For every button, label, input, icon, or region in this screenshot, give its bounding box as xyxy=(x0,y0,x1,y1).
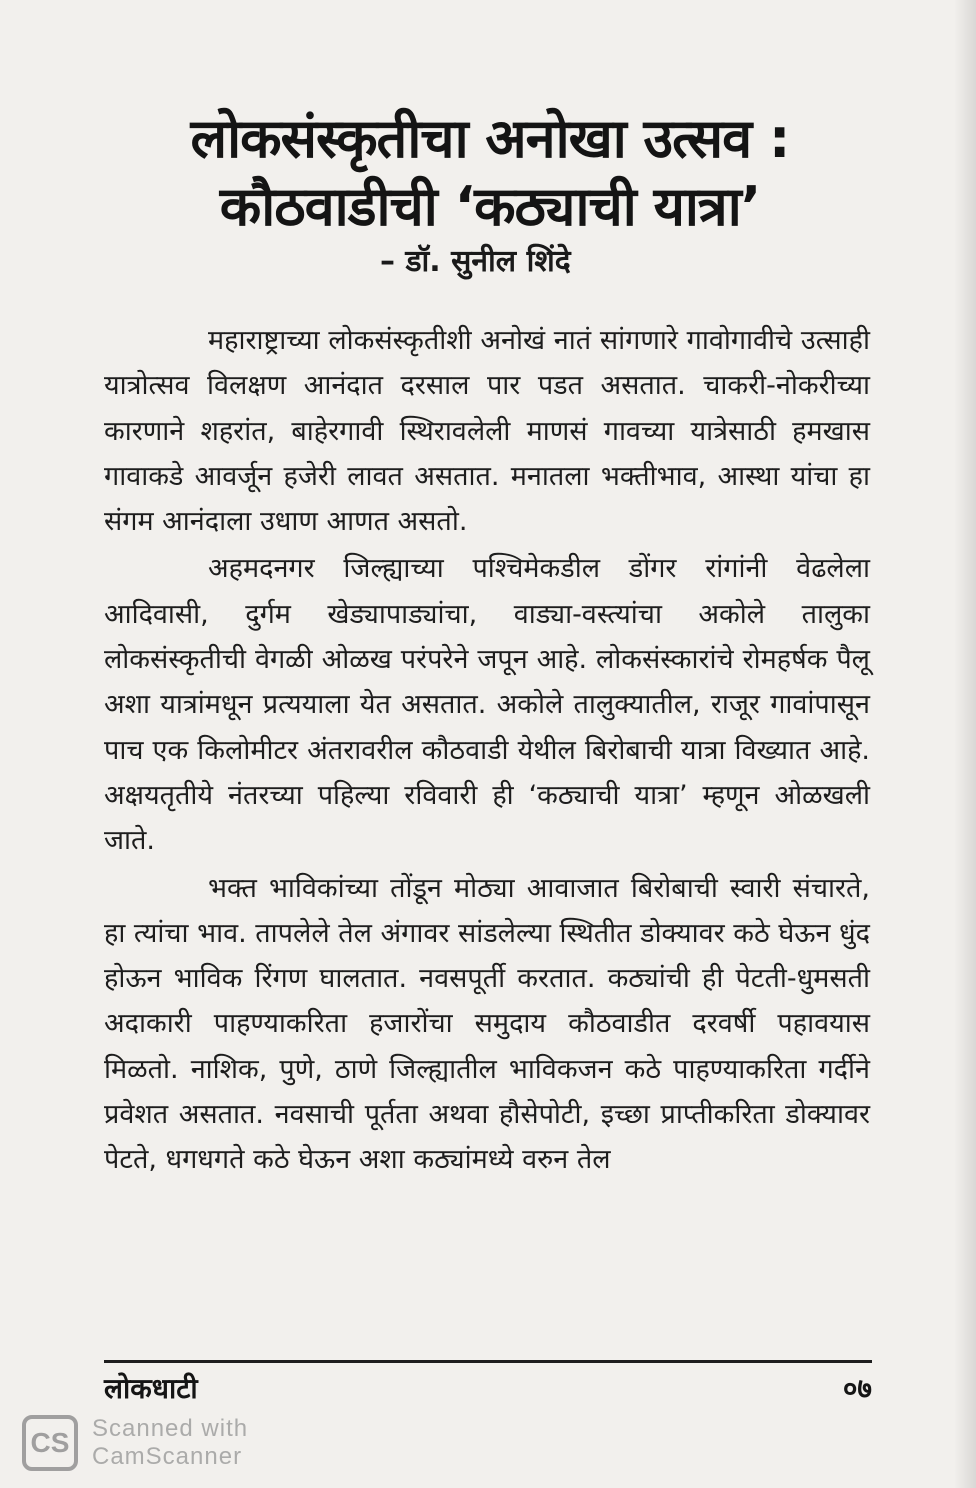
article-body xyxy=(104,318,870,1185)
article-author: – डॉ. सुनील शिंदे xyxy=(380,244,571,279)
footer-divider xyxy=(104,1360,872,1363)
article-title-line-2: कौठवाडीची ‘कठ्याची यात्रा’ xyxy=(219,175,761,238)
page-number: ०७ xyxy=(842,1372,872,1405)
watermark-line-2: CamScanner xyxy=(92,1443,243,1470)
article-title-line-1: लोकसंस्कृतीचा अनोखा उत्सव : xyxy=(190,107,790,170)
magazine-name: लोकधाटी xyxy=(104,1372,198,1405)
watermark-line-1: Scanned with xyxy=(92,1415,249,1442)
paragraph-1: महाराष्ट्राच्या लोकसंस्कृतीशी अनोखं नातं सांगणारे गावोगावीचे उत्साही यात्रोत्सव विलक्षण आनंदात दरसाल पार पडत असतात. चाकरी-नोकरीच्या कारणाने शहरांत, बाहेरगावी स्थिरावलेली माणसं गावच्या यात्रेसाठी हमखास गावाकडे आवर्जून हजेरी लावत असतात. मनातला भक्तीभाव, आस्था यांचा हा संगम आनंदाला उधाण आणत असतो. xyxy=(104,325,870,538)
camscanner-watermark xyxy=(22,1412,248,1474)
page-edge-shadow xyxy=(954,0,976,1488)
paragraph-2: अहमदनगर जिल्ह्याच्या पश्चिमेकडील डोंगर रांगांनी वेढलेला आदिवासी, दुर्गम खेड्यापाड्यांचा, वाड्या-वस्त्यांचा अकोले तालुका लोकसंस्कृतीची वेगळी ओळख परंपरेने जपून आहे. लोकसंस्कारांचे रोमहर्षक पैलू अशा यात्रांमधून प्रत्ययाला येत असतात. अकोले तालुक्यातील, राजूर गावांपासून पाच एक किलोमीटर अंतरावरील कौठवाडी येथील बिरोबाची यात्रा विख्यात आहे. अक्षयतृतीये नंतरच्या पहिल्या रविवारी ही ‘कठ्याची यात्रा’ म्हणून ओळखली जाते. xyxy=(104,553,870,857)
watermark-text xyxy=(92,1415,248,1471)
camscanner-logo-icon: CS xyxy=(22,1415,78,1471)
paragraph-3: भक्त भाविकांच्या तोंडून मोठ्या आवाजात बिरोबाची स्वारी संचारते, हा त्यांचा भाव. तापलेले तेल अंगावर सांडलेल्या स्थितीत डोक्यावर कठे घेऊन धुंद होऊन भाविक रिंगण घालतात. नवसपूर्ती करतात. कठ्यांची ही पेटती-धुमसती अदाकारी पाहण्याकरिता हजारोंचा समुदाय कौठवाडीत दरवर्षी पहावयास मिळतो. नाशिक, पुणे, ठाणे जिल्ह्यातील भाविकजन कठे पाहण्याकरिता गर्दीने प्रवेशत असतात. नवसाची पूर्तता अथवा हौसेपोटी, इच्छा प्राप्तीकरिता डोक्यावर पेटते, धगधगते कठे घेऊन अशा कठ्यांमध्ये वरुन तेल xyxy=(104,872,870,1176)
